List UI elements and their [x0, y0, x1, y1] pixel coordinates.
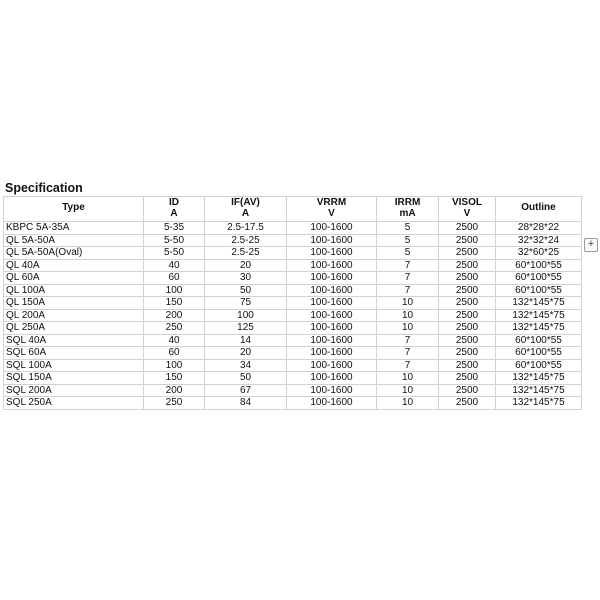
spec-title: Specification — [5, 181, 83, 195]
cell-type: QL 5A-50A — [4, 234, 144, 247]
cell-type: KBPC 5A-35A — [4, 222, 144, 235]
cell-outline: 132*145*75 — [496, 322, 582, 335]
cell-irrm: 10 — [377, 397, 439, 410]
cell-irrm: 7 — [377, 347, 439, 360]
cell-irrm: 7 — [377, 334, 439, 347]
table-row — [4, 222, 582, 235]
cell-visol: 2500 — [439, 272, 496, 285]
col-header-if-av: IF(AV) A — [205, 197, 287, 222]
col-header-irrm: IRRM mA — [377, 197, 439, 222]
cell-visol: 2500 — [439, 284, 496, 297]
table-row — [4, 297, 582, 310]
table-row — [4, 334, 582, 347]
table-body — [4, 222, 582, 410]
cell-if-av: 100 — [205, 309, 287, 322]
cell-type: QL 60A — [4, 272, 144, 285]
cell-vrrm: 100-1600 — [287, 284, 377, 297]
cell-visol: 2500 — [439, 247, 496, 260]
cell-if-av: 84 — [205, 397, 287, 410]
cell-if-av: 50 — [205, 372, 287, 385]
cell-irrm: 5 — [377, 247, 439, 260]
spec-sheet — [3, 181, 581, 410]
cell-type: QL 250A — [4, 322, 144, 335]
cell-type: SQL 200A — [4, 384, 144, 397]
cell-visol: 2500 — [439, 372, 496, 385]
cell-vrrm: 100-1600 — [287, 322, 377, 335]
cell-if-av: 2.5-17.5 — [205, 222, 287, 235]
cell-irrm: 10 — [377, 309, 439, 322]
expand-plus-button[interactable]: + — [584, 238, 598, 252]
cell-if-av: 30 — [205, 272, 287, 285]
cell-id: 5-50 — [144, 234, 205, 247]
cell-vrrm: 100-1600 — [287, 372, 377, 385]
cell-type: QL 200A — [4, 309, 144, 322]
cell-if-av: 34 — [205, 359, 287, 372]
table-row — [4, 284, 582, 297]
table-row — [4, 259, 582, 272]
cell-outline: 32*32*24 — [496, 234, 582, 247]
cell-vrrm: 100-1600 — [287, 259, 377, 272]
cell-outline: 32*60*25 — [496, 247, 582, 260]
cell-outline: 60*100*55 — [496, 359, 582, 372]
col-header-vrrm: VRRM V — [287, 197, 377, 222]
cell-outline: 60*100*55 — [496, 259, 582, 272]
cell-if-av: 14 — [205, 334, 287, 347]
cell-visol: 2500 — [439, 322, 496, 335]
cell-irrm: 7 — [377, 359, 439, 372]
col-header-visol: VISOL V — [439, 197, 496, 222]
cell-visol: 2500 — [439, 397, 496, 410]
cell-outline: 132*145*75 — [496, 297, 582, 310]
cell-vrrm: 100-1600 — [287, 359, 377, 372]
cell-irrm: 10 — [377, 297, 439, 310]
cell-id: 60 — [144, 272, 205, 285]
cell-outline: 60*100*55 — [496, 284, 582, 297]
cell-type: QL 150A — [4, 297, 144, 310]
cell-type: SQL 100A — [4, 359, 144, 372]
cell-if-av: 2.5-25 — [205, 247, 287, 260]
cell-id: 40 — [144, 259, 205, 272]
cell-visol: 2500 — [439, 359, 496, 372]
table-row — [4, 359, 582, 372]
cell-visol: 2500 — [439, 347, 496, 360]
cell-vrrm: 100-1600 — [287, 297, 377, 310]
cell-outline: 60*100*55 — [496, 347, 582, 360]
cell-visol: 2500 — [439, 234, 496, 247]
col-header-outline: Outline — [496, 197, 582, 222]
cell-if-av: 50 — [205, 284, 287, 297]
cell-irrm: 7 — [377, 259, 439, 272]
cell-irrm: 10 — [377, 372, 439, 385]
cell-id: 200 — [144, 309, 205, 322]
cell-outline: 132*145*75 — [496, 372, 582, 385]
cell-if-av: 75 — [205, 297, 287, 310]
cell-type: QL 5A-50A(Oval) — [4, 247, 144, 260]
cell-id: 150 — [144, 372, 205, 385]
cell-irrm: 7 — [377, 284, 439, 297]
cell-visol: 2500 — [439, 309, 496, 322]
cell-irrm: 5 — [377, 222, 439, 235]
cell-id: 200 — [144, 384, 205, 397]
cell-vrrm: 100-1600 — [287, 234, 377, 247]
cell-visol: 2500 — [439, 297, 496, 310]
table-row — [4, 347, 582, 360]
cell-outline: 132*145*75 — [496, 397, 582, 410]
cell-if-av: 20 — [205, 259, 287, 272]
cell-visol: 2500 — [439, 384, 496, 397]
cell-type: QL 40A — [4, 259, 144, 272]
cell-vrrm: 100-1600 — [287, 247, 377, 260]
cell-type: SQL 40A — [4, 334, 144, 347]
cell-outline: 132*145*75 — [496, 384, 582, 397]
cell-id: 60 — [144, 347, 205, 360]
cell-type: QL 100A — [4, 284, 144, 297]
cell-vrrm: 100-1600 — [287, 222, 377, 235]
cell-type: SQL 150A — [4, 372, 144, 385]
cell-irrm: 10 — [377, 322, 439, 335]
table-row — [4, 247, 582, 260]
cell-id: 250 — [144, 397, 205, 410]
cell-outline: 60*100*55 — [496, 334, 582, 347]
cell-vrrm: 100-1600 — [287, 347, 377, 360]
cell-vrrm: 100-1600 — [287, 397, 377, 410]
spec-table — [3, 196, 582, 410]
col-header-type: Type — [4, 197, 144, 222]
cell-id: 5-35 — [144, 222, 205, 235]
table-row — [4, 309, 582, 322]
cell-outline: 28*28*22 — [496, 222, 582, 235]
table-row — [4, 384, 582, 397]
cell-type: SQL 250A — [4, 397, 144, 410]
col-header-id: ID A — [144, 197, 205, 222]
cell-irrm: 7 — [377, 272, 439, 285]
table-row — [4, 234, 582, 247]
cell-visol: 2500 — [439, 334, 496, 347]
cell-vrrm: 100-1600 — [287, 384, 377, 397]
cell-visol: 2500 — [439, 222, 496, 235]
cell-if-av: 20 — [205, 347, 287, 360]
cell-vrrm: 100-1600 — [287, 309, 377, 322]
cell-id: 100 — [144, 359, 205, 372]
cell-if-av: 125 — [205, 322, 287, 335]
cell-id: 250 — [144, 322, 205, 335]
table-row — [4, 397, 582, 410]
cell-visol: 2500 — [439, 259, 496, 272]
cell-id: 150 — [144, 297, 205, 310]
cell-id: 5-50 — [144, 247, 205, 260]
cell-if-av: 67 — [205, 384, 287, 397]
cell-type: SQL 60A — [4, 347, 144, 360]
cell-outline: 60*100*55 — [496, 272, 582, 285]
cell-irrm: 5 — [377, 234, 439, 247]
cell-vrrm: 100-1600 — [287, 272, 377, 285]
table-header-row — [4, 197, 582, 222]
cell-outline: 132*145*75 — [496, 309, 582, 322]
table-row — [4, 272, 582, 285]
cell-id: 100 — [144, 284, 205, 297]
cell-irrm: 10 — [377, 384, 439, 397]
cell-if-av: 2.5-25 — [205, 234, 287, 247]
cell-id: 40 — [144, 334, 205, 347]
table-row — [4, 322, 582, 335]
table-row — [4, 372, 582, 385]
cell-vrrm: 100-1600 — [287, 334, 377, 347]
